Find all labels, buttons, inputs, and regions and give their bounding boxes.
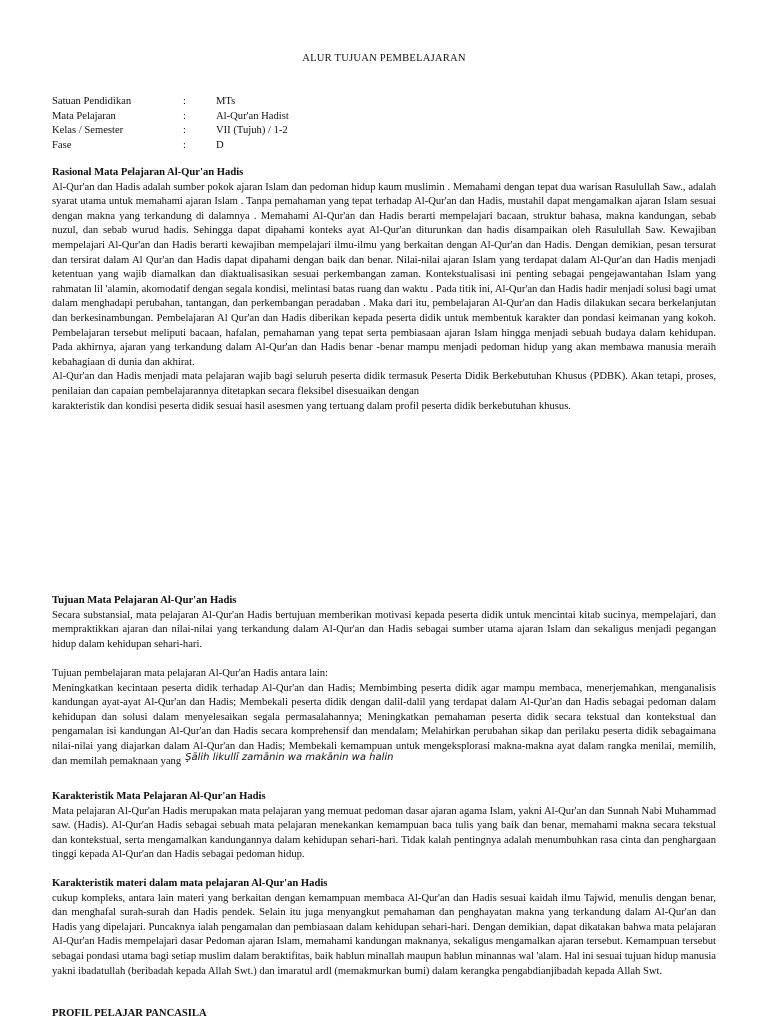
identity-value: MTs [216, 96, 236, 107]
section-heading: Karakteristik Mata Pelajaran Al-Qur'an Hadis [52, 791, 266, 802]
section-rasional [52, 166, 716, 414]
section-karakteristik-mapel [52, 790, 716, 863]
section-karakteristik-materi [52, 877, 716, 979]
identity-colon: : [183, 110, 186, 122]
identity-row [52, 139, 452, 154]
paragraph: Al-Qur'an dan Hadis adalah sumber pokok ajaran Islam dan pedoman hidup kaum muslimin . Memahami dengan tepat dua warisan Rasulullah Saw., adalah syarat utama untuk memahami ajaran Islam . Tanpa pemahaman yang tepat terhadap Al-Qur'an dan Hadis, mustahil dapat mengamalkan ajaran Islam sesuai dengan makna yang terkandung di dalamnya . Memahami Al-Qur'an dan Hadis berarti mempelajari bacaan, struktur bahasa, makna kandungan, sebab nuzul, dan sebab wurud hadis. Sehingga dapat dipahami konteks ayat Al-Qur'an diturunkan dan hadis disampaikan oleh Rasulullah Saw. Kewajiban mempelajari Al-Qur'an dan Hadis berarti kewajiban mempelajari ilmu-ilmu yang berkaitan dengan Al-Qur'an dan Hadis. Dengan demikian, pesan tersurat dan tersirat dalam Al Qur'an dan Hadis dapat dipahami dengan baik dan benar. Nilai-nilai ajaran Islam yang terdapat dalam Al-Qur'an dan Hadis menjadi ketentuan yang wajib diamalkan dan diaktualisasikan sesuai perkembangan zaman. Kontekstualisasi ini penting sebagai pengejawantahan Islam yang rahmatan lil 'alamin, akomodatif dengan segala kondisi, melintasi batas ruang dan waktu . Pada titik ini, Al-Qur'an dan Hadis hadir menjadi solusi bagi umat dalam menghadapi perubahan, tantangan, dan perkembangan peradaban . Maka dari itu, pembelajaran Al-Qur'an dan Hadis dilakukan secara berkelanjutan dan berkesinambungan. Pembelajaran Al Qur'an dan Hadis diberikan kepada peserta didik untuk membentuk karakter dan pondasi keimanan yang kokoh. Pembelajaran tersebut meliputi bacaan, hafalan, pemahaman yang tepat serta pembiasaan ajaran Islam hingga menjadi sebuah budaya dalam kehidupan. Pada akhirnya, ajaran yang terkandung dalam Al-Qur'an dan Hadis benar -benar mampu menjadi pedoman hidup yang akan membawa manusia meraih kebahagiaan di dunia dan akhirat. [52, 181, 716, 368]
identity-row [52, 110, 452, 125]
identity-value: D [216, 139, 224, 151]
paragraph: karakteristik dan kondisi peserta didik sesuai hasil asesmen yang tertuang dalam profil peserta didik berkebutuhan khusus. [52, 400, 571, 412]
identity-table [52, 95, 452, 153]
section-heading: Karakteristik materi dalam mata pelajaran Al-Qur'an Hadis [52, 878, 328, 889]
paragraph: Secara substansial, mata pelajaran Al-Qur'an Hadis bertujuan memberikan motivasi kepada peserta didik untuk mencintai kitab sucinya, mempelajari, dan mempraktikkan ajaran dan nilai-nilai yang terkandung dalam Al-Qur'an dan Hadis sebagai sumber utama ajaran Islam dan sekaligus menjadi pegangan hidup dalam kehidupan sehari-hari. [52, 609, 716, 650]
identity-value: VII (Tujuh) / 1-2 [216, 125, 288, 137]
document-title: ALUR TUJUAN PEMBELAJARAN [302, 53, 466, 64]
identity-value: Al-Qur'an Hadist [216, 110, 289, 122]
paragraph [52, 682, 716, 770]
section-heading: Rasional Mata Pelajaran Al-Qur'an Hadis [52, 167, 244, 178]
section-profil [52, 1007, 716, 1022]
transliteration-text: Şālih likullī zamānin wa makānin wa halin [185, 751, 394, 763]
identity-row [52, 95, 452, 110]
section-heading: Tujuan Mata Pelajaran Al-Qur'an Hadis [52, 595, 237, 606]
identity-label: Mata Pelajaran [52, 110, 116, 122]
identity-colon: : [183, 125, 186, 137]
identity-label: Fase [52, 139, 72, 151]
identity-row [52, 124, 452, 139]
paragraph-text: Meningkatkan kecintaan peserta didik terhadap Al-Qur'an dan Hadis; Membimbing peserta didik agar mampu membaca, menerjemahkan, menganalisis kandungan ayat-ayat Al-Qur'an dan Hadis; Membekali peserta didik dengan dalil-dalil yang terdapat dalam Al-Qur'an dan Hadis sebagai pedoman dalam kehidupan dan solusi dalam menyelesaikan segala permasalahannya; Meningkatkan pemahaman peserta didik secara tekstual dan kontekstual dan pengamalan isi kandungan Al-Qur'an dan Hadis secara komprehensif dan mendalam; Melahirkan perubahan sikap dan perilaku peserta didik sebagaimana nilai-nilai yang diajarkan dalam Al-Qur'an dan Hadis; Membekali kemampuan untuk mengeksplorasi makna-makna ayat dalam rangka menilai, memilih, dan memilah pemaknaan yang [52, 682, 716, 767]
paragraph: cukup kompleks, antara lain materi yang berkaitan dengan kemampuan membaca Al-Qur'an dan Hadis sesuai kaidah ilmu Tajwid, menulis dengan benar, dan menghafal surah-surah dan Hadis pendek. Selain itu juga menyangkut pemahaman dan penghayatan makna yang terkandung dalam Al-Qur'an dan Hadis yang dipelajari. Puncaknya ialah pengamalan dan pembiasaan dalam kehidupan sehari-hari. Dengan demikian, dapat dikatakan bahwa mata pelajaran Al-Qur'an Hadis mempelajari dasar Pedoman ajaran Islam, memahami kandungan maknanya, sekaligus mengamalkan ajaran tersebut. Kemampuan tersebut sebagai pondasi utama bagi setiap muslim dalam beraktifitas, baik hablun minallah maupun hablun minannas wal 'alam. Hal ini sesuai tujuan hidup manusia yakni ibadatullah (beribadah kepada Allah Swt.) dan imaratul ardl (memakmurkan bumi) dalam kerangka pengabdianjibadah kepada Allah Swt. [52, 892, 716, 977]
paragraph: Tujuan pembelajaran mata pelajaran Al-Qur'an Hadis antara lain: [52, 667, 328, 679]
identity-colon: : [183, 139, 186, 151]
paragraph: Al-Qur'an dan Hadis menjadi mata pelajaran wajib bagi seluruh peserta didik termasuk Peserta Didik Berkebutuhan Khusus (PDBK). Akan tetapi, proses, penilaian dan capaian pembelajarannya ditetapkan secara fleksibel disesuaikan dengan [52, 371, 716, 397]
identity-colon: : [183, 96, 186, 107]
identity-label: Satuan Pendidikan [52, 96, 132, 107]
section-tujuan [52, 594, 716, 769]
section-heading: PROFIL PELAJAR PANCASILA [52, 1008, 207, 1019]
identity-label: Kelas / Semester [52, 125, 124, 137]
paragraph: Mata pelajaran Al-Qur'an Hadis merupakan mata pelajaran yang memuat pedoman dasar ajaran agama Islam, yakni Al-Qur'an dan Sunnah Nabi Muhammad saw. (Hadis). Al-Qur'an Hadis sebagai sebuah mata pelajaran menekankan kemampuan baca tulis yang baik dan benar, memahami makna secara tekstual dan kontekstual, serta mengamalkan kandungannya dalam kehidupan sehari-hari. Tidak kalah pentingnya adalah menumbuhkan rasa cinta dan penghargaan tinggi kepada Al-Qur'an dan Hadis sebagai pedoman hidup. [52, 805, 716, 861]
